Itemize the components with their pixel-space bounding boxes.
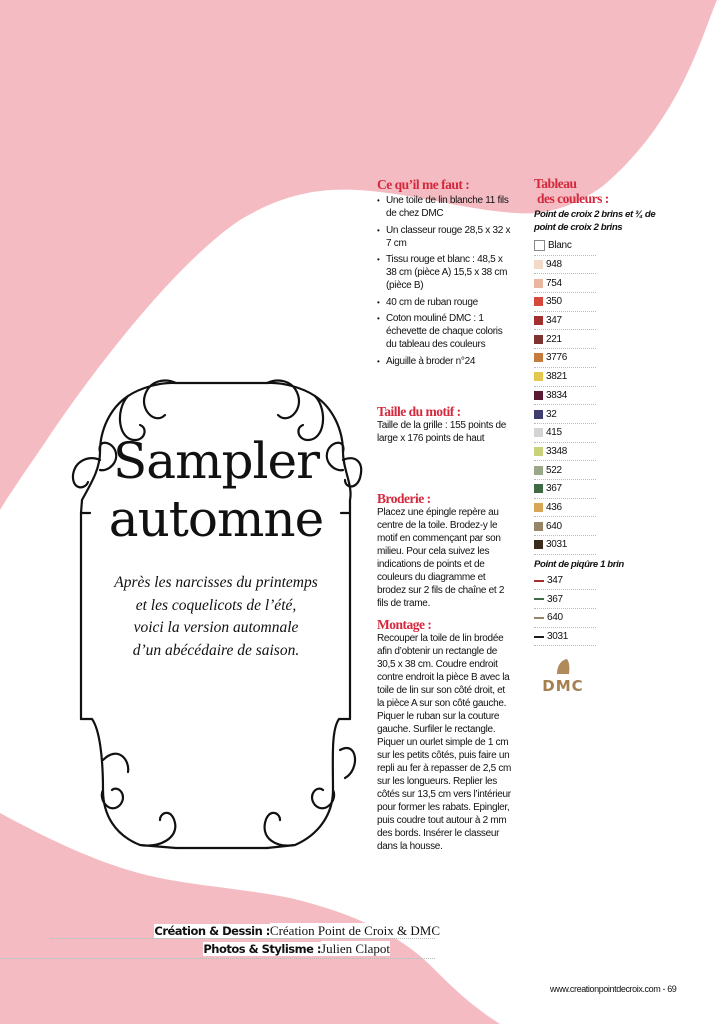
thread-item (534, 330, 596, 349)
thread-code: 221 (546, 333, 562, 345)
size-section (377, 404, 512, 445)
thread-item (534, 293, 596, 312)
divider (50, 938, 435, 939)
credit-value: Julien Clapot (321, 941, 390, 956)
horse-head-icon (553, 658, 573, 674)
thread-item (534, 349, 596, 368)
credit-label: Création & Dessin : (154, 924, 270, 938)
cross-stitch-label: Point de croix 2 brins et ¾ de point de croix 2 brins (534, 209, 656, 233)
thread-code: 347 (547, 575, 563, 587)
credit-label: Photos & Stylisme : (203, 942, 322, 956)
intro-text (90, 572, 342, 662)
intro-line: et les coquelicots de l’été, (135, 596, 297, 614)
color-swatch-icon (534, 279, 543, 288)
color-swatch-icon (534, 447, 543, 456)
color-swatch-icon (534, 353, 543, 362)
color-swatch-icon (534, 335, 543, 344)
credits (60, 922, 440, 958)
backstitch-list (534, 572, 674, 647)
thread-code: 367 (546, 483, 562, 495)
thread-code: 367 (547, 593, 563, 605)
color-swatch-icon (534, 484, 543, 493)
credit-value: Création Point de Croix & DMC (269, 923, 440, 938)
thread-code: 754 (546, 277, 562, 289)
thread-item (534, 443, 596, 462)
list-item: • 40 cm de ruban rouge (377, 296, 512, 309)
list-item: • Une toile de lin blanche 11 fils de chez DMC (377, 194, 512, 220)
color-table (534, 176, 674, 646)
backstitch-line-icon (534, 598, 544, 600)
dmc-logo-text: DMC (542, 677, 584, 695)
intro-line: Après les narcisses du printemps (114, 574, 318, 591)
thread-item (534, 499, 596, 518)
embroidery-heading: Broderie : (377, 491, 431, 506)
color-swatch-icon (534, 540, 543, 549)
footer (550, 984, 676, 994)
thread-code: 3348 (546, 445, 568, 457)
thread-item (534, 461, 596, 480)
color-swatch-icon (534, 410, 543, 419)
thread-code: 3031 (547, 631, 569, 643)
embroidery-text: Placez une épingle repère au centre de la toile. Brodez-y le motif en commençant par son milieu. Pour cela suivez les indications de points et de couleurs du diagramme et brodez sur 2 fils de chaîne et 2 fils de trame. (377, 507, 505, 609)
thread-item (534, 256, 596, 275)
thread-item (534, 237, 596, 256)
color-table-heading: Tableau (534, 176, 577, 191)
backstitch-label: Point de piqûre 1 brin (534, 558, 624, 570)
materials-list (377, 194, 512, 368)
materials-section (377, 177, 512, 371)
size-heading: Taille du motif : (377, 404, 461, 419)
divider (0, 958, 435, 959)
backstitch-line-icon (534, 580, 544, 582)
thread-code: 948 (546, 259, 562, 271)
intro-line: voici la version automnale (133, 619, 299, 636)
intro-line: d’un abécédaire de saison. (132, 641, 300, 659)
thread-item (534, 517, 596, 536)
cross-stitch-list (534, 237, 674, 555)
title-line-2: automne (108, 490, 324, 548)
backstitch-line-icon (534, 636, 544, 638)
list-item: • Aiguille à broder n°24 (377, 355, 512, 368)
color-swatch-icon (534, 522, 543, 531)
thread-item (534, 368, 596, 387)
color-swatch-icon (534, 428, 543, 437)
thread-code: 347 (546, 315, 562, 327)
thread-code: 350 (546, 296, 562, 308)
thread-code: 3776 (546, 352, 568, 364)
color-swatch-icon (534, 316, 543, 325)
thread-item (534, 628, 596, 647)
color-table-heading: des couleurs : (537, 191, 609, 206)
thread-code: 415 (546, 427, 562, 439)
title-line-1: Sampler (113, 432, 319, 490)
color-swatch-icon (534, 372, 543, 381)
color-swatch-icon (534, 297, 543, 306)
thread-item (534, 274, 596, 293)
footer-separator: - (662, 984, 666, 994)
assembly-heading: Montage : (377, 617, 432, 632)
footer-url[interactable]: www.creationpointdecroix.com (550, 984, 661, 994)
thread-code: 3031 (546, 539, 568, 551)
assembly-text: Recouper la toile de lin brodée afin d’obtenir un rectangle de 30,5 x 38 cm. Coudre endroit contre endroit la pièce B avec la toile de lin sur son côté droit, et la pièce A sur son côté gauche. Piquer le ruban sur la couture gauche. Surfiler le rectangle. Piquer un ourlet simple de 1 cm sur les petits côtés, puis faire un repli au fer à repasser de 2,5 cm sur les longueurs. Replier les côtés sur 13,5 cm vers l’intérieur pour former les rabats. Epingler, puis coudre tout autour à 2 mm des bords. Insérer le classeur dans la housse. (377, 633, 512, 852)
thread-item (534, 312, 596, 331)
backstitch-line-icon (534, 617, 544, 619)
thread-code: 522 (546, 464, 562, 476)
thread-item (534, 387, 596, 406)
page-title (82, 432, 350, 548)
thread-item (534, 609, 596, 628)
list-item: • Coton mouliné DMC : 1 échevette de chaque coloris du tableau des couleurs (377, 312, 512, 351)
list-item: • Tissu rouge et blanc : 48,5 x 38 cm (pièce A) 15,5 x 38 cm (pièce B) (377, 253, 512, 292)
thread-item (534, 424, 596, 443)
thread-item (534, 405, 596, 424)
thread-code: 640 (547, 612, 563, 624)
thread-item (534, 590, 596, 609)
thread-code: 436 (546, 501, 562, 513)
assembly-section (377, 617, 512, 853)
thread-code: 3834 (546, 389, 568, 401)
thread-code: 32 (546, 408, 557, 420)
color-swatch-icon (534, 391, 543, 400)
color-swatch-icon (534, 240, 545, 251)
thread-code: 640 (546, 520, 562, 532)
list-item: • Un classeur rouge 28,5 x 32 x 7 cm (377, 224, 512, 250)
color-swatch-icon (534, 503, 543, 512)
materials-heading: Ce qu’il me faut : (377, 177, 470, 192)
page-number: 69 (667, 984, 677, 994)
thread-item (534, 480, 596, 499)
embroidery-section (377, 491, 512, 610)
thread-code: Blanc (548, 240, 572, 252)
credit-line (60, 940, 390, 958)
thread-code: 3821 (546, 371, 568, 383)
color-swatch-icon (534, 466, 543, 475)
size-text: Taille de la grille : 155 points de large x 176 points de haut (377, 420, 507, 444)
dmc-logo (533, 658, 593, 694)
color-swatch-icon (534, 260, 543, 269)
thread-item (534, 536, 596, 555)
thread-item (534, 572, 596, 591)
